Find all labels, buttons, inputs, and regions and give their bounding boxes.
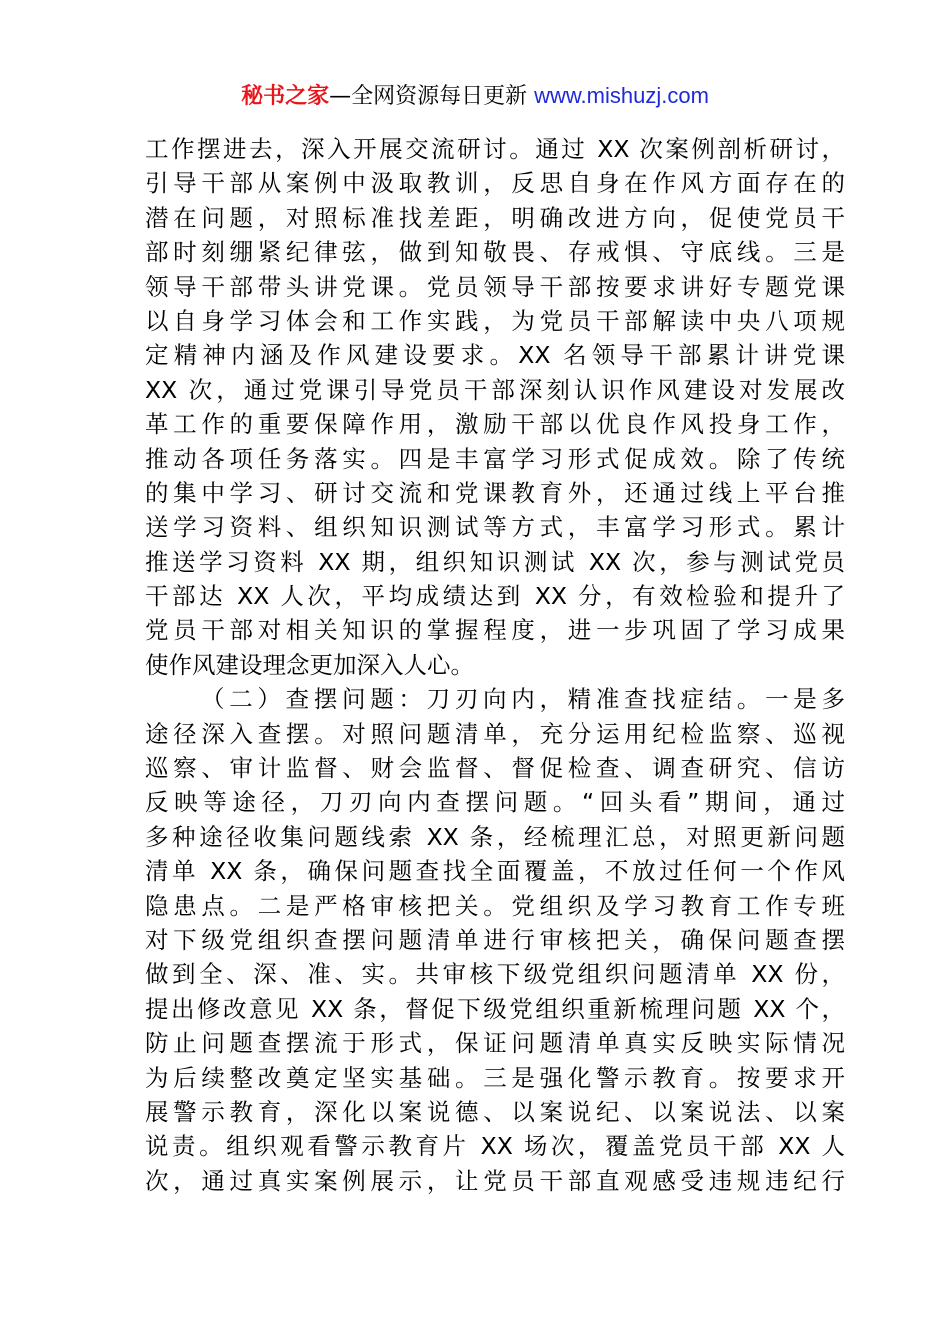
text-line: 巡察、审计监督、财会监督、督促检查、调查研究、信访	[145, 754, 845, 783]
text-line: 送学习资料、组织知识测试等方式，丰富学习形式。累计	[145, 513, 845, 542]
text-line: 提出修改意见 XX 条，督促下级党组织重新梳理问题 XX 个，	[145, 994, 845, 1023]
text-line: 次，通过真实案例展示，让党员干部直观感受违规违纪行	[145, 1166, 845, 1195]
text-line: 清单 XX 条，确保问题查找全面覆盖，不放过任何一个作风	[145, 857, 845, 886]
text-line: 为后续整改奠定坚实基础。三是强化警示教育。按要求开	[145, 1063, 845, 1092]
text-line: 党员干部对相关知识的掌握程度，进一步巩固了学习成果	[145, 616, 845, 645]
text-line: 干部达 XX 人次，平均成绩达到 XX 分，有效检验和提升了	[145, 582, 845, 611]
text-line: （二）查摆问题：刀刃向内，精准查找症结。一是多	[201, 685, 845, 714]
text-line: 推送学习资料 XX 期，组织知识测试 XX 次，参与测试党员	[145, 547, 845, 576]
text-line: 多种途径收集问题线索 XX 条，经梳理汇总，对照更新问题	[145, 822, 845, 851]
text-line: 对下级党组织查摆问题清单进行审核把关，确保问题查摆	[145, 925, 845, 954]
text-line: 工作摆进去，深入开展交流研讨。通过 XX 次案例剖析研讨，	[145, 135, 845, 163]
text-line: 部时刻绷紧纪律弦，做到知敬畏、存戒惧、守底线。三是	[145, 238, 845, 267]
document-body	[145, 132, 845, 1198]
site-header	[0, 80, 950, 113]
text-line: 做到全、深、准、实。共审核下级党组织问题清单 XX 份，	[145, 960, 845, 989]
text-line: 的集中学习、研讨交流和党课教育外，还通过线上平台推	[145, 478, 845, 507]
text-line: 领导干部带头讲党课。党员领导干部按要求讲好专题党课	[145, 272, 845, 301]
text-line: XX 次，通过党课引导党员干部深刻认识作风建设对发展改	[145, 375, 845, 404]
text-line: 引导干部从案例中汲取教训，反思自身在作风方面存在的	[145, 169, 845, 198]
site-url[interactable]: www.mishuzj.com	[534, 83, 709, 108]
brand-name: 秘书之家	[241, 84, 330, 109]
text-line: 反映等途径，刀刃向内查摆问题。“回头看”期间，通过	[145, 788, 845, 817]
text-line: 推动各项任务落实。四是丰富学习形式促成效。除了传统	[145, 444, 845, 473]
text-line: 以自身学习体会和工作实践，为党员干部解读中央八项规	[145, 306, 845, 335]
text-line: 隐患点。二是严格审核把关。党组织及学习教育工作专班	[145, 891, 845, 920]
text-line: 革工作的重要保障作用，激励干部以优良作风投身工作，	[145, 410, 845, 439]
paragraph	[145, 132, 845, 682]
paragraph	[145, 682, 845, 1198]
header-tagline: —全网资源每日更新	[329, 84, 535, 109]
text-line: 防止问题查摆流于形式，保证问题清单真实反映实际情况	[145, 1029, 845, 1058]
text-line: 潜在问题，对照标准找差距，明确改进方向，促使党员干	[145, 203, 845, 232]
text-line: 途径深入查摆。对照问题清单，充分运用纪检监察、巡视	[145, 719, 845, 748]
text-line: 说责。组织观看警示教育片 XX 场次，覆盖党员干部 XX 人	[145, 1132, 845, 1161]
text-line: 定精神内涵及作风建设要求。XX 名领导干部累计讲党课	[145, 341, 845, 370]
text-line: 展警示教育，深化以案说德、以案说纪、以案说法、以案	[145, 1097, 845, 1126]
text-line: 使作风建设理念更加深入人心。	[145, 650, 474, 679]
